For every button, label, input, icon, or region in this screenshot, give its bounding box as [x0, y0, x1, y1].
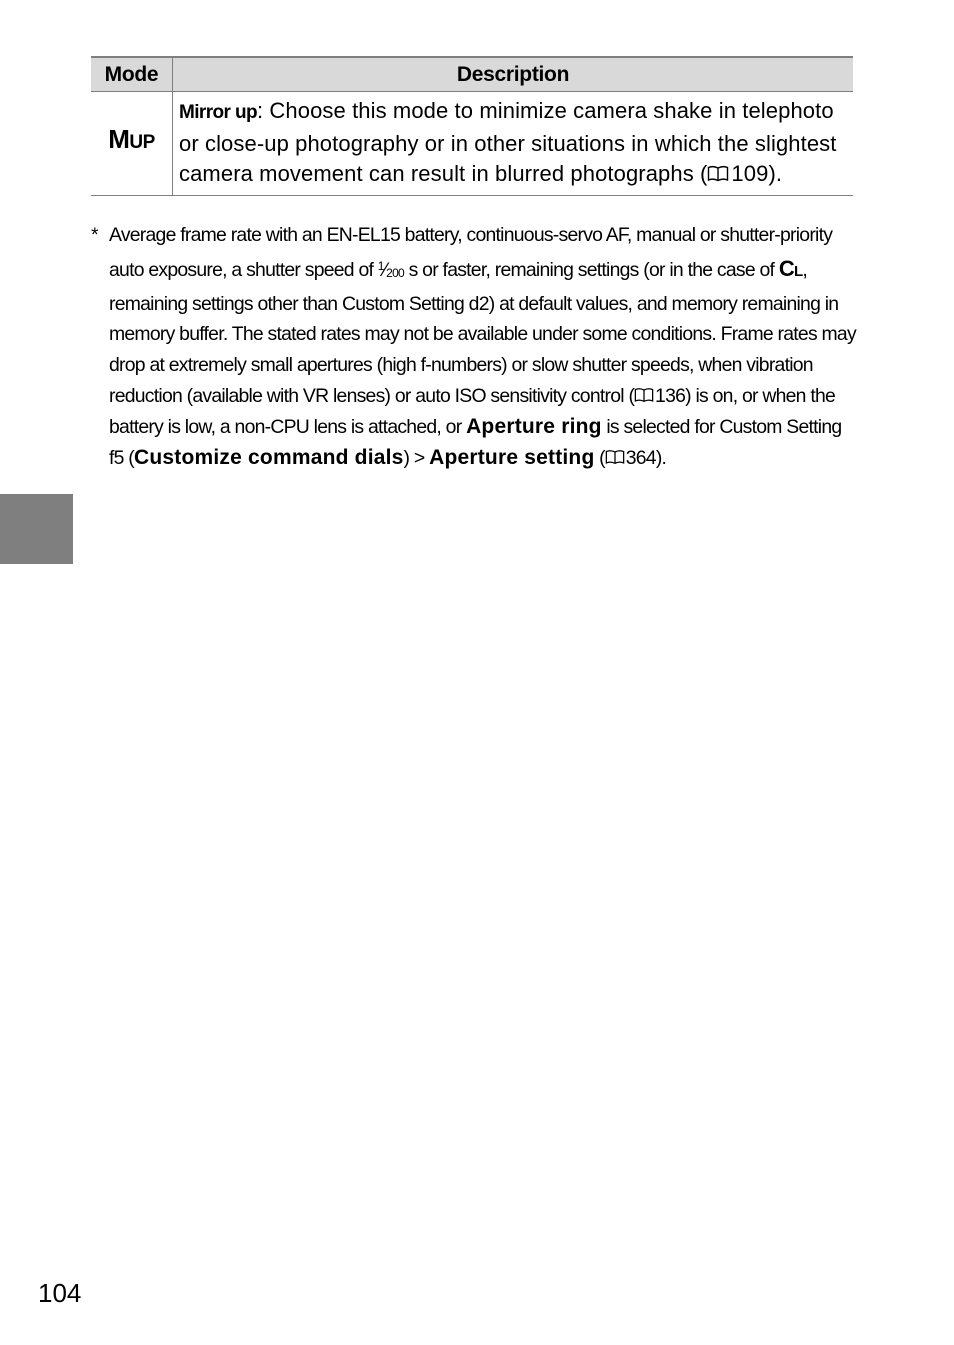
page-reference-109[interactable]: 109 — [731, 161, 769, 186]
mode-term: Mirror up — [179, 102, 257, 123]
mode-cell — [91, 92, 173, 196]
chapter-side-tab — [0, 494, 73, 564]
page-reference-364[interactable]: 364 — [625, 446, 656, 469]
continuous-low-mode-icon: CL — [778, 255, 803, 281]
description-column-header: Description — [173, 57, 854, 92]
table-header-row — [91, 57, 853, 92]
book-reference-icon — [634, 387, 654, 403]
page-number: 104 — [38, 1278, 82, 1308]
table-row — [91, 92, 853, 196]
mode-column-header: Mode — [91, 57, 173, 92]
shutter-speed-fraction: $^1⁄_{200}$ — [377, 258, 404, 281]
description-cell: Mirror up: Choose this mode to minimize camera shake in telephoto or close-up photography or in other situations in which the slightest camera movement can result in blurred photographs ( 109). — [173, 92, 854, 196]
footnote-marker: * — [91, 224, 98, 246]
book-reference-icon — [707, 165, 729, 182]
menu-item-customize-command-dials: Customize command dials — [134, 445, 404, 469]
footnote-body: Average frame rate with an EN-EL15 battery, continuous-servo AF, manual or shutter-priority auto exposure, a shutter speed of $^1⁄_{200}$ s or faster, remaining settings (or in the case of CL, remaining settings other than Custom Setting d2) at default values, and memory remaining in memory buffer. The stated rates may not be available under some conditions. Frame rates may drop at extremely small apertures (high f-numbers) or slow shutter speeds, when vibration reduction (available with VR lenses) or auto ISO sensitivity control ( 136) is on, or when the battery is low, a non-CPU lens is attached, or Aperture ring is selected for Custom Setting f5 (Customize command dials) > Aperture setting ( 364). — [109, 224, 856, 469]
description-text: : Choose this mode to minimize camera shake in telephoto or close-up photography or in other situations in which the slightest camera movement can result in blurred photographs ( — [179, 98, 837, 186]
menu-item-aperture-setting: Aperture setting — [429, 445, 595, 469]
release-mode-table — [91, 56, 853, 196]
page-reference-136[interactable]: 136 — [655, 384, 686, 407]
mirror-up-mode-icon: MUP — [108, 123, 155, 154]
menu-item-aperture-ring: Aperture ring — [466, 414, 602, 438]
book-reference-icon — [605, 449, 625, 465]
footnote — [91, 220, 856, 473]
